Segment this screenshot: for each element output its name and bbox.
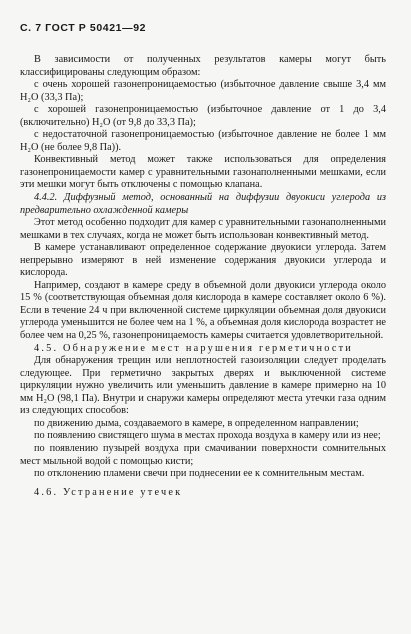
list-item: по появлению пузырей воздуха при смачивании поверхности сомнительных мест мыльной водой с помощью кисти; [20, 442, 386, 467]
paragraph: Например, создают в камере среду в объемной доли двуокиси углерода около 15 % (соответствующая объемная доля кислорода в камере составляет около 6 %). Если в течение 24 ч при включенной системе циркуляции объемная доля двуокиси углерода уменьшится не более чем на 1 %, а объемная доля кислорода возрастет не более чем на 0,25 %, газонепроницаемость камеры считается удовлетворительной. [20, 279, 386, 342]
paragraph: В зависимости от полученных результатов камеры могут быть классифицированы следующим образом: [20, 54, 386, 78]
list-item: по движению дыма, создаваемого в камере, в определенном направлении; [34, 417, 359, 429]
paragraph: Для обнаружения трещин или неплотностей газоизоляции следует проделать следующее. При герметично закрытых дверях и выключенной системе циркуляции нужно увеличить или уменьшить давление в камере примерно на 10 мм H₂O (98,1 Па). Внутри и снаружи камеры определяют места утечки газа одним из следующих способов: [20, 355, 386, 417]
paragraph: Этот метод особенно подходит для камер с уравнительными газонаполненными мешками в тех случаях, когда не может быть использован конвективный метод. [20, 217, 386, 241]
list-item: с очень хорошей газонепроницаемостью (избыточное давление свыше 3,4 мм H₂O (33,3 Па); [20, 79, 386, 103]
list-item: по появлению свистящего шума в местах прохода воздуха в камеру или из нее; [34, 430, 381, 442]
paragraph: Конвективный метод может также использоваться для определения газонепроницаемости камер с уравнительными газонаполненными мешками, если эти мешки могут быть отключены с помощью клапана. [20, 154, 386, 191]
list-item: с недостаточной газонепроницаемостью (избыточное давление не более 1 мм H₂O (не более 9,8 Па)). [20, 129, 386, 153]
section-heading: 4.6. Устранение утечек [34, 486, 183, 498]
list-item: по отклонению пламени свечи при поднесении ее к сомнительным местам. [34, 468, 365, 480]
paragraph: В камере устанавливают определенное содержание двуокиси углерода. Затем непрерывно измеряют в ней изменение содержания двуокиси углерода и кислорода. [20, 242, 386, 279]
list-item: с хорошей газонепроницаемостью (избыточное давление от 1 до 3,4 (включительно) H₂O (от 9,8 до 33,3 Па); [20, 104, 386, 128]
page-header: С. 7 ГОСТ Р 50421—92 [20, 22, 147, 34]
section-heading: 4.4.2. Диффузный метод, основанный на диффузии двуокиси углерода из предварительно охлажденной камеры [20, 192, 386, 216]
section-heading: 4.5. Обнаружение мест нарушения герметичности [34, 342, 353, 354]
document-body [20, 54, 386, 499]
